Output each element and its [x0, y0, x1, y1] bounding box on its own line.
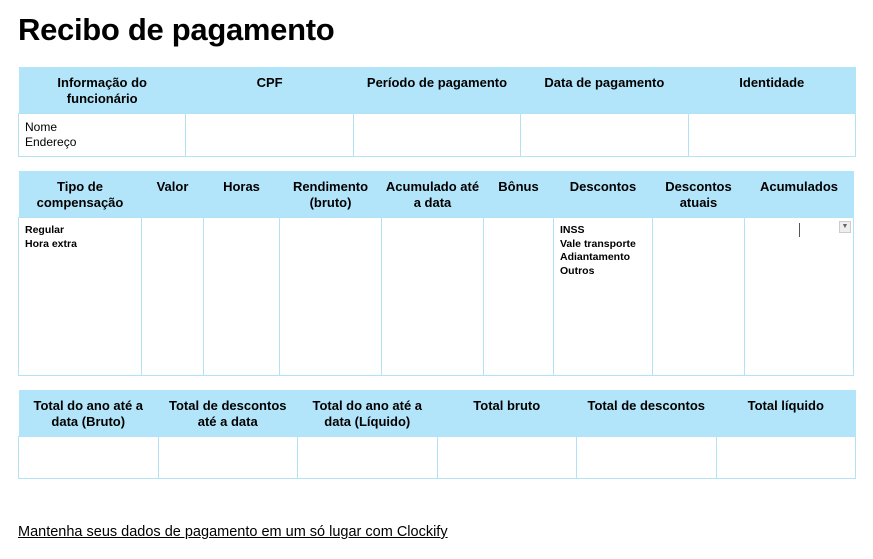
total-gross-cell[interactable] — [437, 437, 577, 479]
pay-date-cell[interactable] — [521, 114, 688, 157]
accumulated-cell[interactable] — [745, 218, 854, 376]
total-net-cell[interactable] — [716, 437, 856, 479]
hours-cell[interactable] — [204, 218, 280, 376]
header-cell: CPF — [186, 67, 353, 114]
total-deductions-cell[interactable] — [577, 437, 717, 479]
bonus-cell[interactable] — [484, 218, 554, 376]
gross-cell[interactable] — [280, 218, 382, 376]
header-cell: Total de descontos até a data — [158, 390, 298, 437]
employee-table — [18, 67, 856, 157]
pay-period-cell[interactable] — [353, 114, 520, 157]
ytd-cell[interactable] — [382, 218, 484, 376]
clockify-link[interactable]: Mantenha seus dados de pagamento em um só lugar com Clockify — [18, 524, 448, 540]
current-deductions-cell[interactable] — [653, 218, 745, 376]
header-cell: Total líquido — [716, 390, 856, 437]
dropdown-arrow-icon[interactable]: ▼ — [839, 221, 851, 233]
deductions-cell[interactable] — [554, 218, 653, 376]
value-cell[interactable] — [142, 218, 204, 376]
header-cell: Total de descontos — [577, 390, 717, 437]
address-label: Endereço — [25, 135, 77, 149]
id-cell[interactable] — [688, 114, 855, 157]
header-cell: Tipo de compensação — [19, 171, 142, 218]
totals-table — [18, 390, 856, 479]
text-cursor — [799, 223, 800, 237]
deduction-item: Adiantamento — [560, 251, 631, 263]
header-cell: Informação do funcionário — [19, 67, 186, 114]
page-title: Recibo de pagamento — [18, 12, 335, 47]
deduction-item: Outros — [560, 264, 595, 277]
ytd-gross-cell[interactable] — [19, 437, 159, 479]
ytd-deductions-cell[interactable] — [158, 437, 298, 479]
header-cell: Valor — [142, 171, 204, 218]
deduction-item: Vale transporte — [560, 237, 636, 250]
compensation-table — [18, 171, 854, 376]
header-cell: Rendimento (bruto) — [280, 171, 382, 218]
header-cell: Horas — [204, 171, 280, 218]
ytd-net-cell[interactable] — [298, 437, 438, 479]
header-cell: Período de pagamento — [353, 67, 520, 114]
header-cell: Descontos atuais — [653, 171, 745, 218]
header-cell: Bônus — [484, 171, 554, 218]
header-cell: Descontos — [554, 171, 653, 218]
header-cell: Total do ano até a data (Bruto) — [19, 390, 159, 437]
header-cell: Acumulados — [745, 171, 854, 218]
header-cell: Data de pagamento — [521, 67, 688, 114]
header-cell: Total bruto — [437, 390, 577, 437]
name-label: Nome — [25, 120, 58, 134]
comp-type-regular: Regular — [25, 224, 65, 236]
header-cell: Acumulado até a data — [382, 171, 484, 218]
header-cell: Identidade — [688, 67, 855, 114]
employee-info-cell[interactable] — [19, 114, 186, 157]
deduction-item: INSS — [560, 224, 585, 236]
cpf-cell[interactable] — [186, 114, 353, 157]
comp-type-overtime: Hora extra — [25, 237, 77, 250]
comp-type-cell[interactable] — [19, 218, 142, 376]
header-cell: Total do ano até a data (Líquido) — [298, 390, 438, 437]
